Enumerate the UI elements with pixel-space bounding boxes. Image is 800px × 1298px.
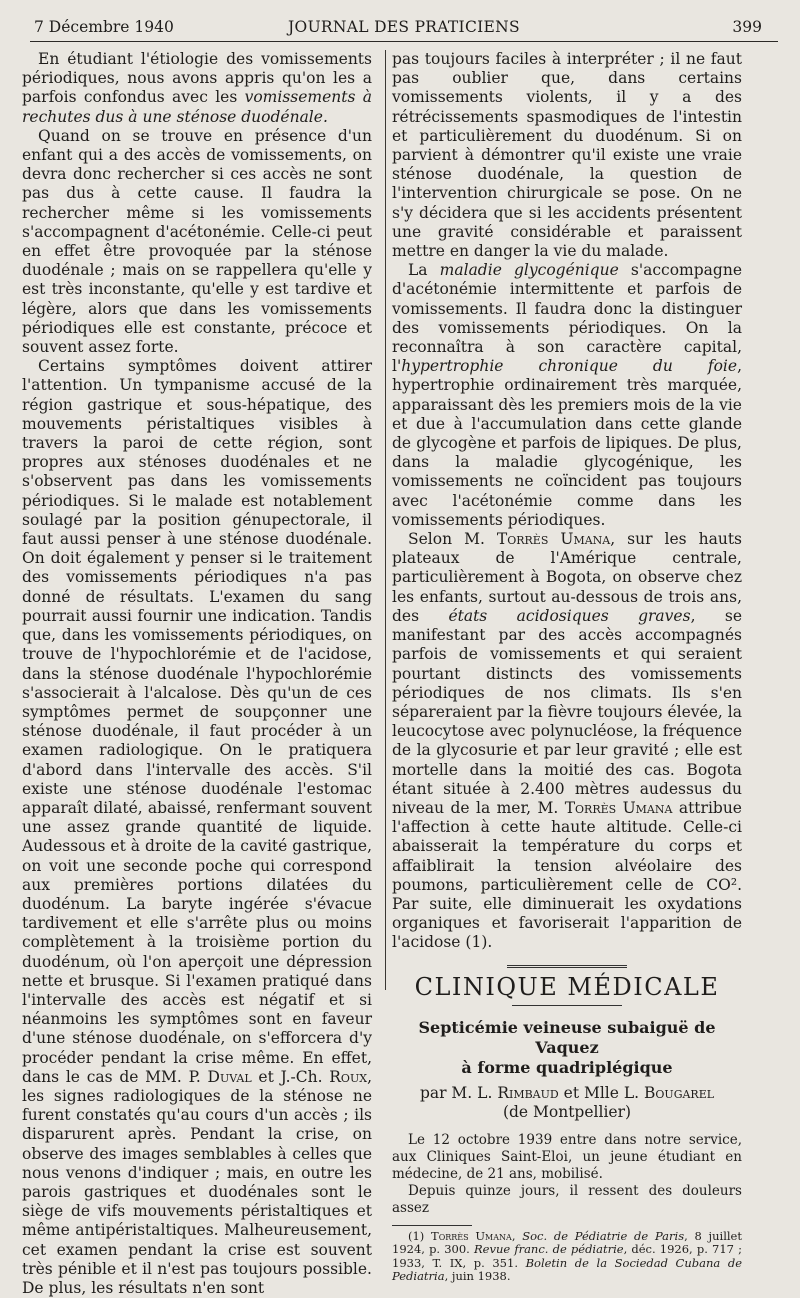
left-column bbox=[22, 50, 372, 1298]
running-header bbox=[30, 18, 778, 40]
right-p3-text-c: , se manifestant par des accès accompagnés parfois de vomissements et qui seraient pourtant distincts des vomissements périodiques de nos climats. Ils s'en sépareraient par la fièvre toujours élevée, la leucocytose avec polynucléose, la fréquence de la glycosurie et par leur gravité ; elle est mortelle dans la moitié des cas. Bogota étant située à 2.400 mètres audessus du niveau de la mer, M. bbox=[392, 606, 742, 817]
authors-text-a: par M. L. bbox=[419, 1083, 498, 1102]
name-torres-2: Torrès Umana bbox=[564, 798, 673, 817]
footnote bbox=[392, 1230, 742, 1284]
header-date: 7 Décembre 1940 bbox=[34, 18, 174, 36]
footnote-author: Torrès Umana bbox=[431, 1228, 512, 1243]
authors-text-b: et Mlle L. bbox=[558, 1083, 645, 1102]
footnote-text-b: , bbox=[511, 1228, 523, 1243]
footnote-mark: (1) bbox=[408, 1228, 432, 1243]
right-p3-text-d: attribue l'affection à cette haute altitude. Celle-ci abaisserait la température du corps et affaiblirait la tension alvéolaire des poumons, particulièrement celle de CO². Par suite, elle diminuerait les oxydations organiques et favoriserait l'apparition de l'acidose (1). bbox=[392, 798, 742, 952]
name-torres-1: Torrès Umana bbox=[496, 530, 611, 549]
right-p3-text-a: Selon M. bbox=[408, 530, 497, 549]
name-duval: Duval bbox=[207, 1067, 252, 1086]
header-journal-title: JOURNAL DES PRATICIENS bbox=[288, 18, 520, 36]
footnote-text-d: , déc. 1926, p. 717 ; 1933, T. IX, p. 351. bbox=[392, 1242, 743, 1270]
right-p3-italic: états acidosiques graves bbox=[448, 606, 691, 625]
left-p3-text-c: , les signes radiologiques de la sténose ne furent constatés qu'au cours d'un accès ; ils disparurent après. Pendant la crise, on observe des images semblables à celles que nous venons d'indiquer ; mais, en outre les parois gastriques et duodénales sont le siège de vifs mouvements péristaltiques et même antipéristaltiques. Malheureusement, cet examen pendant la crise est souvent très pénible et il n'est pas toujours possible. De plus, les résultats n'en sont bbox=[22, 1067, 372, 1297]
right-p3-text-b: , sur les hauts plateaux de l'Amérique centrale, particulièrement à Bogota, on observe chez les enfants, surtout au-dessous de trois ans, des bbox=[392, 530, 743, 625]
name-roux: Roux bbox=[329, 1067, 368, 1086]
right-p2-text-b: s'accompagne d'acétonémie intermittente et parfois de vomissements. Il faudra donc la distinguer des vomissements périodiques. On la reconnaîtra à son caractère capital, l' bbox=[392, 261, 742, 376]
right-p2-text-c: , hypertrophie ordinairement très marquée, apparaissant dès les premiers mois de la vie et due à l'accumulation dans cette glande de glycogène et parfois de lipiques. De plus, dans la maladie glycogénique, les vomissements ne coïncident pas toujours avec l'acétonémie comme dans les vomissements périodiques. bbox=[392, 357, 742, 529]
header-page-number: 399 bbox=[732, 18, 762, 36]
article-paragraph-2: Depuis quinze jours, il ressent des douleurs assez bbox=[392, 1182, 742, 1216]
header-rule bbox=[30, 41, 778, 42]
author-bougarel: Bougarel bbox=[644, 1083, 715, 1102]
footnote-italic-3: Boletin de la Sociedad Cubana de Pediatria bbox=[392, 1255, 743, 1284]
right-p2-italic-1: maladie glycogénique bbox=[439, 261, 619, 280]
section-rule-bottom bbox=[512, 1005, 622, 1006]
left-p3-text-b: et J.-Ch. bbox=[251, 1067, 330, 1086]
left-p1-italic: vomissements à rechutes dus à une sténose duodénale. bbox=[22, 88, 372, 126]
section-title: CLINIQUE MÉDICALE bbox=[414, 972, 720, 1001]
author-rimbaud: Rimbaud bbox=[497, 1083, 559, 1102]
right-column bbox=[392, 50, 742, 1284]
article-title-line-2: à forme quadriplégique bbox=[461, 1057, 673, 1077]
footnote-rule bbox=[392, 1225, 472, 1226]
right-p2-text-a: La bbox=[408, 261, 440, 280]
section-rule-top bbox=[507, 965, 627, 968]
right-paragraph-1: pas toujours faciles à interpréter ; il ne faut pas oublier que, dans certains vomissements violents, il y a des rétrécissements spasmodiques de l'intestin et particulièrement du duodénum. Si on parvient à démontrer qu'il existe une vraie sténose duodénale, la question de l'intervention chirurgicale se pose. On ne s'y décidera que si les accidents présentent une gravité considérable et paraissent mettre en danger la vie du malade. bbox=[392, 50, 742, 261]
right-paragraph-2 bbox=[392, 261, 742, 530]
footnote-text-c: , 8 juillet 1924, p. 300. bbox=[392, 1228, 742, 1257]
left-paragraph-1 bbox=[22, 50, 372, 127]
footnote-italic-1: Soc. de Pédiatrie de Paris bbox=[522, 1228, 685, 1243]
article-title-line-1: Septicémie veineuse subaiguë de Vaquez bbox=[418, 1017, 716, 1057]
right-paragraph-3 bbox=[392, 530, 742, 952]
left-paragraph-3 bbox=[22, 357, 372, 1298]
right-p2-italic-2: hypertrophie chronique du foie bbox=[401, 357, 738, 376]
left-p1-text: En étudiant l'étiologie des vomissements périodiques, nous avons appris qu'on les a parfois confondus avec les bbox=[22, 50, 372, 107]
article-authors bbox=[392, 1084, 742, 1122]
authors-affiliation: (de Montpellier) bbox=[502, 1102, 632, 1121]
left-p3-text-a: Certains symptômes doivent attirer l'attention. Un tympanisme accusé de la région gastrique et sous-hépatique, des mouvements péristaltiques visibles à travers la paroi de cette région, sont propres aux sténoses duodénales et ne s'observent pas dans les vomissements périodiques. Si le malade est notablement soulagé par la position génupectorale, il faut aussi penser à une sténose duodénale. On doit également y penser si le traitement des vomissements périodiques n'a pas donné de résultats. L'examen du sang pourrait aussi fournir une indication. Tandis que, dans les vomissements périodiques, on trouve de l'hypochlorémie et de l'acidose, dans la sténose duodénale l'hypochlorémie s'associerait à l'alcalose. Dès qu'un de ces symptômes permet de soupçonner une sténose duodénale, il faut procéder à un examen radiologique. On le pratiquera d'abord dans l'intervalle des accès. S'il existe une sténose duodénale l'estomac apparaît dilaté, abaissé, renfermant souvent une assez grande quantité de liquide. Audessous et à droite de la cavité gastrique, on voit une seconde poche qui correspond aux premières portions dilatées du duodénum. La baryte ingérée s'évacue tardivement et elle s'arrête plus ou moins complètement à la troisième portion du duodénum, où l'on aperçoit une dépression nette et brusque. Si l'examen pratiqué dans l'intervalle des accès est négatif et si néanmoins les symptômes sont en faveur d'une sténose duodénale, on s'efforcera d'y procéder pendant la crise même. En effet, dans le cas de MM. P. bbox=[22, 357, 372, 1086]
column-divider bbox=[385, 50, 386, 990]
article-paragraph-1: Le 12 octobre 1939 entre dans notre service, aux Cliniques Saint-Eloi, un jeune étudiant en médecine, de 21 ans, mobilisé. bbox=[392, 1131, 742, 1182]
footnote-text-e: , juin 1938. bbox=[444, 1269, 511, 1284]
footnote-italic-2: Revue franc. de pédiatrie bbox=[474, 1242, 624, 1257]
article-body bbox=[392, 1132, 742, 1217]
left-paragraph-2: Quand on se trouve en présence d'un enfant qui a des accès de vomissements, on devra donc rechercher si ces accès ne sont pas dus à cette cause. Il faudra la rechercher même si les vomissements s'accompagnent d'acétonémie. Celle-ci peut en effet être provoquée par la sténose duodénale ; mais on se rappellera qu'elle y est très inconstante, qu'elle y est tardive et légère, alors que dans les vomissements périodiques elle est constante, précoce et souvent assez forte. bbox=[22, 126, 372, 357]
